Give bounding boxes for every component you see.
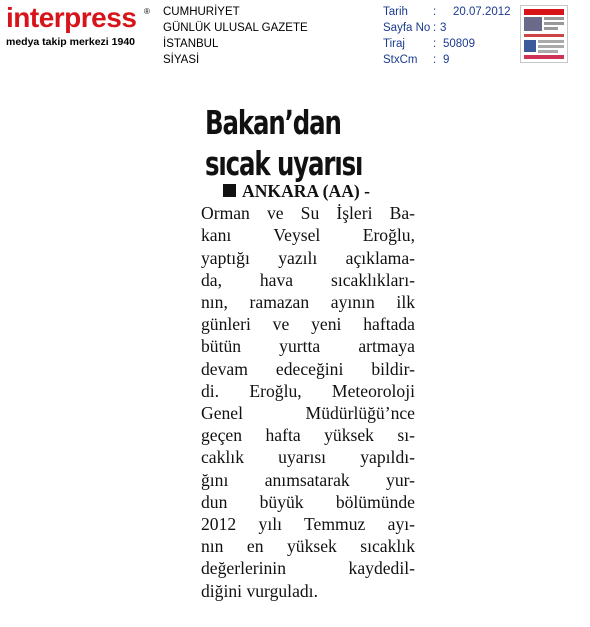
headline-line: sıcak uyarısı: [205, 144, 363, 183]
meta-separator: :: [433, 6, 437, 18]
meta-row-circulation: [383, 36, 518, 52]
body-line: dun büyük bölümünde: [201, 491, 415, 512]
body-line: değerlerinin kaydedil-: [201, 558, 415, 579]
meta-row-stxcm: [383, 52, 518, 68]
meta-value-page: 3: [440, 22, 447, 34]
meta-row-date: [383, 4, 518, 20]
publication-type: GÜNLÜK ULUSAL GAZETE: [163, 22, 308, 34]
body-line: Orman ve Su İşleri Ba-: [201, 203, 415, 224]
publication-section: SİYASİ: [163, 54, 200, 66]
body-line: günleri ve yeni haftada: [201, 314, 415, 335]
newspaper-page-thumbnail-icon: [520, 5, 568, 63]
body-line: 2012 yılı Temmuz ayı-: [201, 514, 415, 535]
publication-info: [163, 4, 308, 68]
logo-tagline: medya takip merkezi 1940: [6, 36, 135, 48]
meta-separator: :: [433, 38, 437, 50]
body-line: bütün yurtta artmaya: [201, 336, 415, 357]
body-line: Genel Müdürlüğü’nce: [201, 403, 415, 424]
publication-name: CUMHURİYET: [163, 6, 240, 18]
body-line: kanı Veysel Eroğlu,: [201, 225, 415, 246]
interpress-logo: [6, 4, 154, 52]
logo-wordmark: interpress: [6, 2, 137, 33]
meta-row-page: [383, 20, 518, 36]
meta-value-circulation: 50809: [443, 38, 475, 50]
clipping-meta: [383, 4, 518, 68]
body-line: nın en yüksek sıcaklık: [201, 536, 415, 557]
meta-label: StxCm: [383, 54, 418, 66]
dateline: ANKARA (AA) -: [242, 181, 371, 201]
body-line: di. Eroğlu, Meteoroloji: [201, 380, 415, 401]
meta-label: Tiraj: [383, 38, 405, 50]
article-headline: [205, 102, 362, 184]
body-line: yaptığı yazılı açıklama-: [201, 247, 415, 268]
headline-line: Bakan’dan: [205, 103, 341, 142]
body-line: da, hava sıcaklıkları-: [201, 269, 415, 290]
article-body: [201, 180, 415, 602]
meta-label: Sayfa No: [383, 22, 431, 34]
body-line: devam edeceğini bildir-: [201, 358, 415, 379]
meta-separator: :: [433, 54, 437, 66]
meta-value-date: 20.07.2012: [453, 6, 511, 18]
meta-value-stxcm: 9: [443, 54, 450, 66]
dateline-line: [201, 180, 415, 202]
logo-registered-mark: ®: [144, 7, 150, 16]
meta-label: Tarih: [383, 6, 408, 18]
body-line: diğini vurguladı.: [201, 580, 318, 601]
body-line: geçen hafta yüksek sı-: [201, 425, 415, 446]
body-line: ğını anımsatarak yur-: [201, 469, 415, 490]
square-bullet-icon: [223, 184, 236, 197]
meta-separator: :: [433, 22, 437, 34]
publication-city: İSTANBUL: [163, 38, 219, 50]
body-line: caklık uyarısı yapıldı-: [201, 447, 415, 468]
body-line: nın, ramazan ayının ilk: [201, 292, 415, 313]
